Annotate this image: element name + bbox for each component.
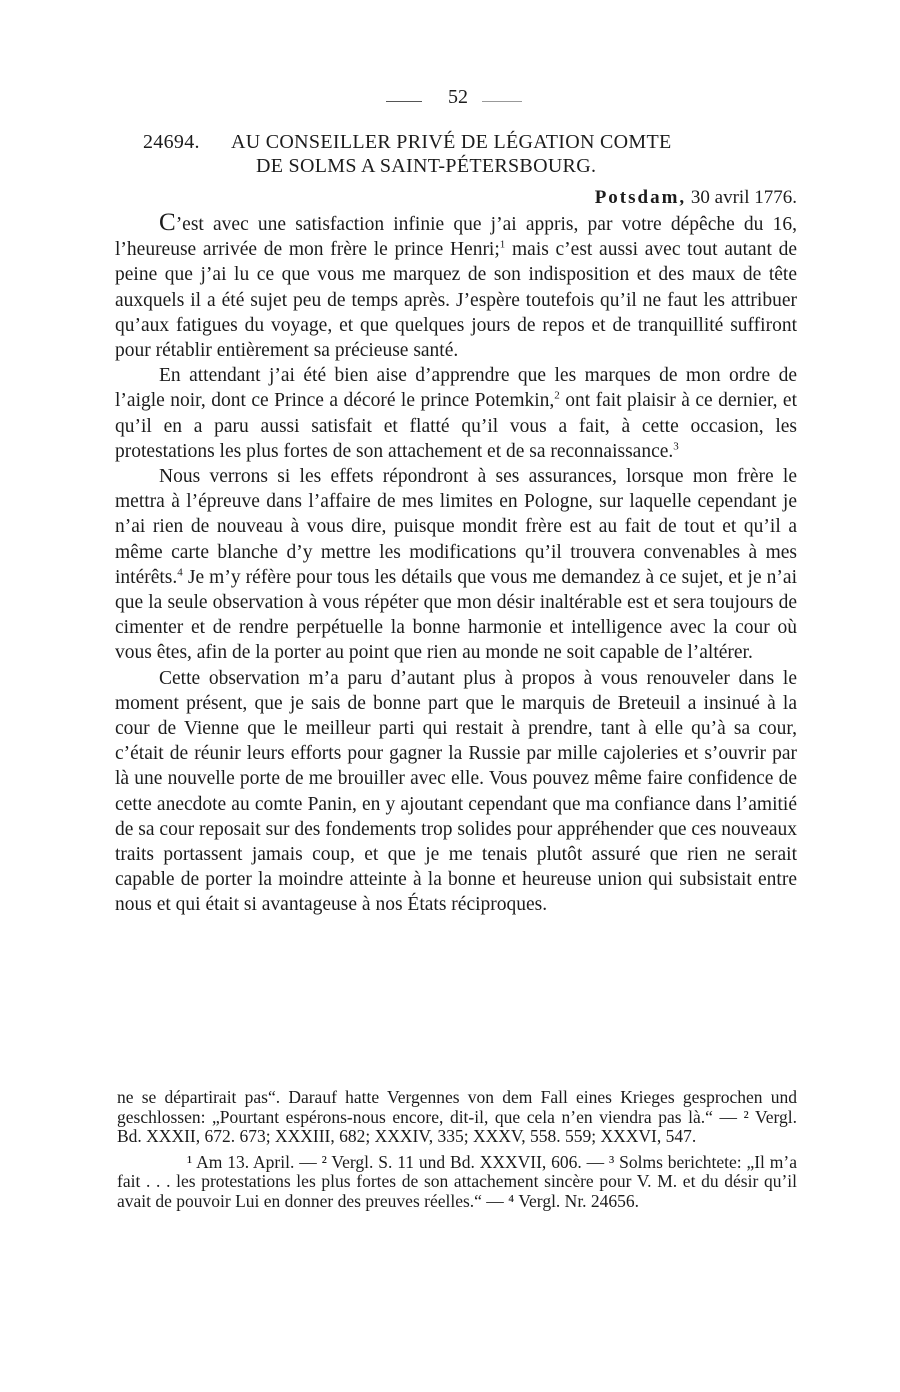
footnote-ref-2: 2 bbox=[554, 389, 560, 402]
page-header bbox=[0, 86, 900, 116]
letter-heading bbox=[143, 130, 783, 178]
paragraph-4: Cette observation m’a paru d’autant plus à propos à vous renouveler dans le moment présent, que je sais de bonne part que le marquis de Breteuil a insinué à la cour de Vienne que le meilleur parti qui restait à prendre, tant à elle qu’à sa cour, c’était de réunir leurs efforts pour gagner la Russie par mille cajoleries et s’ouvrir par là une nouvelle porte de me brouiller avec elle. Vous pouvez même faire confidence de cette anecdote au comte Panin, en y ajoutant cependant que ma confiance dans l’amitié de sa cour reposait sur des fondements trop solides pour appréhender que ces nouveaux traits portassent jamais coup, et que je me tenais plutôt assuré que rien ne serait capable de porter la moindre atteinte à la bonne et heureuse union qui subsistait entre nous et qui était si avantageuse à nos États réciproques. bbox=[115, 667, 797, 916]
paragraph-3-text-b: Je m’y réfère pour tous les détails que vous me demandez à ce sujet, et je n’ai que la seule observation à vous répéter que mon désir inaltérable est et sera toujours de cimenter et de rendre perpétuelle la bonne harmonie et intelligence avec la cour où vous êtes, afin de la porter au point que rien au monde ne soit capable de l’altérer. bbox=[115, 566, 797, 664]
letter-title-1: AU CONSEILLER PRIVÉ DE LÉGATION COMTE bbox=[231, 131, 672, 153]
paragraph-1-text-b: mais c’est aussi avec tout autant de peine que j’ai lu ce que vous me marquez de son indisposition et des maux de tête auxquels il a été sujet peu de temps après. J’espère toutefois qu’il ne faut les attribuer qu’aux fatigues du voyage, et que quelques jours de repos et de tranquillité suffiront pour rétablir entièrement sa précieuse santé. bbox=[115, 239, 797, 362]
paragraph-2-text-a: En attendant j’ai été bien aise d’apprendre que les marques de mon ordre de l’aigle noir, dont ce Prince a décoré le prince Potemkin, bbox=[115, 365, 797, 412]
letter-title-line-1 bbox=[143, 130, 783, 154]
drop-cap: C bbox=[159, 209, 176, 236]
paragraph-3 bbox=[115, 464, 797, 666]
footnote-ref-3: 3 bbox=[673, 440, 679, 453]
letter-title-line-2: DE SOLMS A SAINT-PÉTERSBOURG. bbox=[256, 155, 597, 177]
paragraph-3-text-a: Nous verrons si les effets répondront à ses assurances, lorsque mon frère le mettra à l’épreuve dans l’affaire de mes limites en Pologne, sur laquelle cependant je n’ai rien de nouveau à vous dire, puisque mondit frère est au fait de tout et qu’il a même carte blanche d’y mettre les modifications qu’il trouvera convenables à mes intérêts. bbox=[115, 466, 797, 588]
header-rule-right bbox=[482, 101, 522, 102]
paragraph-1-text-a: ’est avec une satisfaction infinie que j’ai appris, par votre dépêche du 16, l’heureuse arrivée de mon frère le prince Henri; bbox=[115, 214, 797, 261]
footnote-ref-4: 4 bbox=[177, 566, 183, 579]
letter-body bbox=[115, 209, 797, 918]
paragraph-1 bbox=[115, 209, 797, 363]
dateline-date: 30 avril 1776. bbox=[690, 187, 797, 208]
footnote-group-1: ne se départirait pas“. Darauf hatte Vergennes von dem Fall eines Krieges gesprochen und geschlossen: „Pourtant espérons-nous encore, dit-il, que cela n’en viendra pas là.“ — ² Vergl. Bd. XXXII, 672. 673; XXXIII, 682; XXXIV, 335; XXXV, 558. 559; XXXVI, 547. bbox=[117, 1087, 797, 1146]
paragraph-2 bbox=[115, 363, 797, 464]
dateline-place: Potsdam, bbox=[594, 187, 687, 208]
footnote-ref-1: 1 bbox=[499, 238, 506, 251]
footnotes bbox=[117, 1088, 797, 1211]
paragraph-2-text-b: ont fait plaisir à ce dernier, et qu’il en a paru aussi satisfait et flatté qu’il vous a fait, à cette occasion, les protestations les plus fortes de son attachement et de sa reconnaissance. bbox=[115, 390, 797, 462]
header-rule-left bbox=[386, 101, 422, 102]
page-number: 52 bbox=[448, 86, 468, 108]
footnote-group-2: ¹ Am 13. April. — ² Vergl. S. 11 und Bd. XXXVII, 606. — ³ Solms berichtete: „Il m’a fait . . . les protestations les plus fortes de son attachement sincère pour V. M. et du désir qu’il avait de pouvoir Lui en donner des preuves réelles.“ — ⁴ Vergl. Nr. 24656. bbox=[117, 1151, 797, 1211]
dateline bbox=[595, 187, 797, 209]
letter-number: 24694. bbox=[143, 131, 200, 153]
